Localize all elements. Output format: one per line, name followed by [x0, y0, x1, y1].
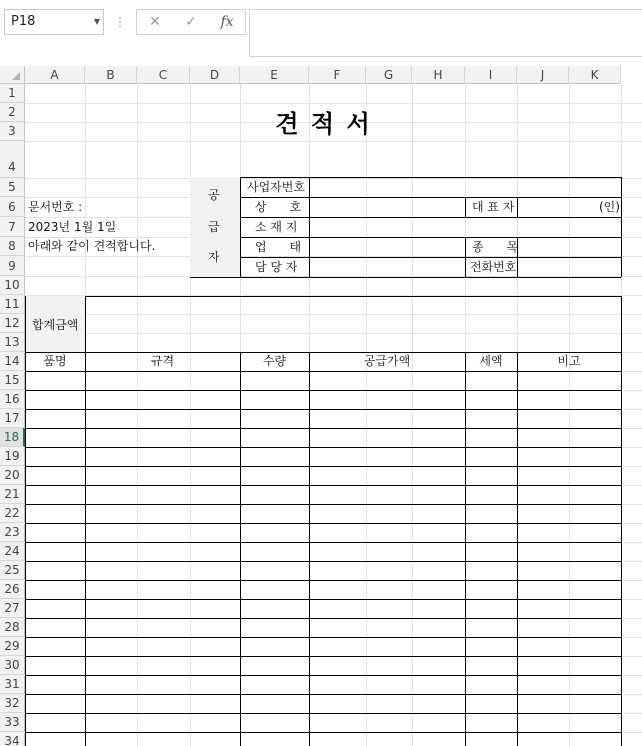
- cell-border: [25, 447, 621, 448]
- row-header[interactable]: 31: [0, 675, 25, 694]
- address-label: 소 재 지: [255, 220, 298, 234]
- row-header[interactable]: 14: [0, 352, 25, 371]
- cell-border: [465, 352, 466, 746]
- row-header[interactable]: 32: [0, 694, 25, 713]
- cell-border: [25, 409, 621, 410]
- column-header[interactable]: H: [412, 66, 465, 84]
- row-header[interactable]: 17: [0, 409, 25, 428]
- row-header[interactable]: 27: [0, 599, 25, 618]
- cell-border: [309, 352, 310, 746]
- cell-border: [25, 713, 621, 714]
- gridline: [25, 178, 642, 179]
- cell-border: [25, 637, 621, 638]
- row-header[interactable]: 12: [0, 314, 25, 333]
- cell-border: [25, 561, 621, 562]
- cell-border: [465, 197, 466, 217]
- supplier-char-1: 공: [208, 188, 220, 202]
- column-header[interactable]: J: [517, 66, 569, 84]
- table-header-cell: 세액: [479, 354, 503, 368]
- column-header[interactable]: F: [309, 66, 366, 84]
- cell-border: [190, 277, 621, 278]
- cell-border: [240, 177, 241, 277]
- table-header-cell: 공급가액: [363, 354, 411, 368]
- row-header[interactable]: 18: [0, 428, 25, 447]
- worksheet-grid[interactable]: [0, 66, 642, 746]
- cell-border: [25, 580, 621, 581]
- row-header[interactable]: 1: [0, 84, 25, 103]
- gridline: [569, 84, 570, 746]
- table-header-cell: 수량: [262, 354, 287, 368]
- row-header[interactable]: 34: [0, 732, 25, 746]
- row-header[interactable]: 23: [0, 523, 25, 542]
- chevron-down-icon[interactable]: ▼: [93, 17, 101, 26]
- representative-label: 대 표 자: [472, 200, 515, 214]
- row-header[interactable]: 22: [0, 504, 25, 523]
- row-header[interactable]: 9: [0, 256, 25, 276]
- name-box[interactable]: P18: [4, 9, 104, 35]
- table-header-cell: 규격: [150, 354, 175, 368]
- cell-border: [85, 352, 86, 746]
- cell-border: [25, 599, 621, 600]
- row-header[interactable]: 4: [0, 141, 25, 178]
- item-type-label: 종 목: [472, 240, 519, 254]
- row-header[interactable]: 16: [0, 390, 25, 409]
- table-header-cell: 품명: [43, 354, 67, 368]
- cell-border: [25, 523, 621, 524]
- cancel-icon[interactable]: ✕: [149, 14, 161, 30]
- column-header[interactable]: D: [190, 66, 240, 84]
- cell-border: [25, 466, 621, 467]
- seal-text: (인): [599, 200, 620, 214]
- cell-border: [240, 352, 241, 746]
- biz-no-label: 사업자번호: [247, 180, 305, 194]
- intro-text: 아래와 같이 견적합니다.: [28, 239, 156, 253]
- column-header[interactable]: A: [25, 66, 85, 84]
- row-header[interactable]: 5: [0, 178, 25, 197]
- gridline: [137, 84, 138, 746]
- cell-border: [25, 428, 621, 429]
- row-header[interactable]: 33: [0, 713, 25, 732]
- cell-border: [621, 296, 622, 352]
- gridline: [412, 84, 413, 746]
- supplier-char-2: 급: [208, 220, 220, 234]
- column-header[interactable]: E: [240, 66, 309, 84]
- row-header[interactable]: 25: [0, 561, 25, 580]
- doc-number-label: 문서번호 :: [28, 200, 83, 214]
- table-header-cell: 비고: [557, 354, 581, 368]
- select-all-icon: [12, 72, 20, 80]
- date-text: 2023년 1월 1일: [28, 220, 117, 234]
- column-header[interactable]: K: [569, 66, 621, 84]
- row-header[interactable]: 10: [0, 276, 25, 295]
- cell-border: [25, 656, 621, 657]
- cell-border: [25, 485, 621, 486]
- row-header[interactable]: 13: [0, 333, 25, 352]
- cell-border: [85, 296, 86, 352]
- row-header[interactable]: 6: [0, 197, 25, 217]
- gridline: [366, 84, 367, 746]
- column-header[interactable]: G: [366, 66, 412, 84]
- phone-label: 전화번호: [470, 260, 517, 274]
- row-header[interactable]: 24: [0, 542, 25, 561]
- row-header[interactable]: 21: [0, 485, 25, 504]
- row-header[interactable]: 11: [0, 295, 25, 314]
- gridline: [25, 333, 642, 334]
- cell-border: [621, 177, 622, 277]
- cell-border: [309, 177, 310, 277]
- row-header[interactable]: 7: [0, 217, 25, 237]
- gridline: [25, 103, 642, 104]
- row-header[interactable]: 19: [0, 447, 25, 466]
- row-header[interactable]: 26: [0, 580, 25, 599]
- cell-border: [25, 390, 621, 391]
- formula-input[interactable]: [249, 9, 642, 57]
- cell-border: [25, 542, 621, 543]
- column-header[interactable]: B: [85, 66, 137, 84]
- row-header[interactable]: 29: [0, 637, 25, 656]
- business-type-label: 업 태: [255, 240, 302, 254]
- insert-function-icon[interactable]: fx: [220, 14, 234, 30]
- total-amount-label: 합계금액: [32, 318, 79, 332]
- document-title: 견 적 서: [275, 110, 372, 138]
- cell-border: [517, 197, 518, 217]
- enter-icon[interactable]: ✓: [185, 14, 197, 30]
- cell-border: [25, 352, 26, 746]
- cell-border: [25, 675, 621, 676]
- manager-label: 담 당 자: [255, 260, 298, 274]
- row-header[interactable]: 8: [0, 237, 25, 256]
- cell-border: [517, 352, 518, 746]
- cell-border: [25, 504, 621, 505]
- row-header[interactable]: 3: [0, 122, 25, 141]
- cell-border: [25, 371, 621, 372]
- gridline: [25, 314, 642, 315]
- cell-border: [25, 296, 621, 297]
- column-header[interactable]: I: [465, 66, 517, 84]
- row-header[interactable]: 30: [0, 656, 25, 675]
- row-header[interactable]: 28: [0, 618, 25, 637]
- row-header[interactable]: 15: [0, 371, 25, 390]
- cell-border: [465, 237, 466, 277]
- formula-bar: [0, 0, 642, 66]
- row-header[interactable]: 2: [0, 103, 25, 122]
- row-header[interactable]: 20: [0, 466, 25, 485]
- more-options-icon[interactable]: ⋮: [114, 15, 126, 29]
- company-label: 상 호: [255, 200, 302, 214]
- cell-border: [25, 694, 621, 695]
- cell-border: [25, 618, 621, 619]
- supplier-char-3: 자: [208, 250, 220, 264]
- column-header[interactable]: C: [137, 66, 190, 84]
- cell-border: [621, 352, 622, 746]
- cell-border: [25, 732, 621, 733]
